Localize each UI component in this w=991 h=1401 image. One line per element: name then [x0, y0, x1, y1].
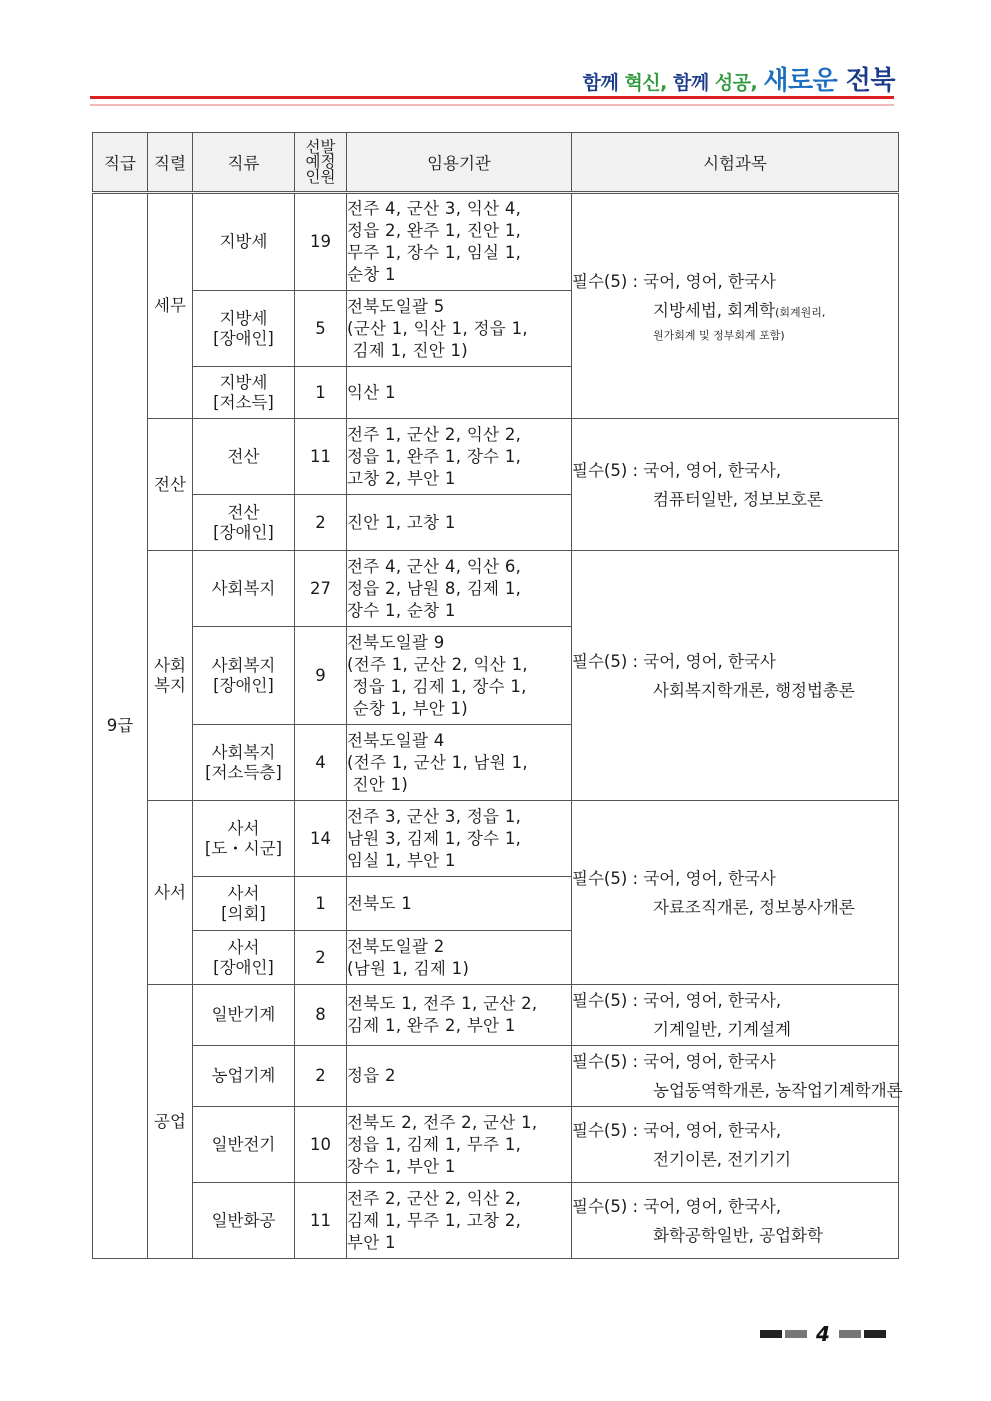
count-cell: 4 — [295, 725, 347, 801]
agency-cell: 전북도일괄 4 (전주 1, 군산 1, 남원 1, 진안 1) — [347, 725, 572, 801]
class-cell: 지방세 [저소득] — [193, 367, 295, 419]
subjects-cell — [572, 801, 899, 985]
subject-line: 필수(5) : 국어, 영어, 한국사 — [572, 272, 776, 291]
count-cell: 2 — [295, 1046, 347, 1107]
agency-cell: 전주 2, 군산 2, 익산 2, 김제 1, 무주 1, 고창 2, 부안 1 — [347, 1183, 572, 1259]
table-header-row — [93, 133, 899, 193]
header-rule-red — [90, 96, 894, 99]
agency-cell: 전북도일괄 2 (남원 1, 김제 1) — [347, 931, 572, 985]
agency-cell: 진안 1, 고창 1 — [347, 495, 572, 551]
subject-line: 기계일반, 기계설계 — [653, 1020, 792, 1039]
class-cell: 농업기계 — [193, 1046, 295, 1107]
class-cell: 지방세 — [193, 193, 295, 291]
subjects-cell — [572, 419, 899, 551]
class-cell: 전산 — [193, 419, 295, 495]
subject-line: 필수(5) : 국어, 영어, 한국사, — [572, 1120, 782, 1140]
header-class: 직류 — [193, 133, 295, 193]
header-series: 직렬 — [148, 133, 193, 193]
slogan-part: 성공, — [714, 72, 764, 94]
agency-cell: 전북도 1 — [347, 877, 572, 931]
table-row — [93, 1183, 899, 1259]
series-cell: 사회 복지 — [148, 551, 193, 801]
count-cell: 1 — [295, 367, 347, 419]
subject-line: 자료조직개론, 정보봉사개론 — [653, 897, 855, 917]
page-number-bars-left — [760, 1330, 807, 1338]
count-cell: 11 — [295, 1183, 347, 1259]
class-cell: 전산 [장애인] — [193, 495, 295, 551]
subject-line: 필수(5) : 국어, 영어, 한국사, — [572, 991, 782, 1010]
agency-cell: 익산 1 — [347, 367, 572, 419]
slogan-part: 함께 — [582, 72, 625, 94]
agency-cell: 전북도 2, 전주 2, 군산 1, 정읍 1, 김제 1, 무주 1, 장수 1, 부안 1 — [347, 1107, 572, 1183]
count-cell: 14 — [295, 801, 347, 877]
agency-cell: 전주 1, 군산 2, 익산 2, 정읍 1, 완주 1, 장수 1, 고창 2, 부안 1 — [347, 419, 572, 495]
agency-cell: 전주 4, 군산 3, 익산 4, 정읍 2, 완주 1, 진안 1, 무주 1, 장수 1, 임실 1, 순창 1 — [347, 193, 572, 291]
series-cell: 세무 — [148, 193, 193, 419]
subjects-cell — [572, 1183, 899, 1259]
count-cell: 27 — [295, 551, 347, 627]
count-cell: 1 — [295, 877, 347, 931]
header-agency: 임용기관 — [347, 133, 572, 193]
table-row — [93, 551, 899, 627]
class-cell: 일반기계 — [193, 985, 295, 1046]
subjects-cell — [572, 551, 899, 801]
agency-cell: 정읍 2 — [347, 1046, 572, 1107]
subject-line: 컴퓨터일반, 정보보호론 — [653, 489, 823, 509]
count-cell: 19 — [295, 193, 347, 291]
slogan-part: 새로운 — [763, 66, 846, 96]
subject-line: 농업동역학개론, 농작업기계학개론 — [653, 1081, 903, 1100]
agency-cell: 전북도일괄 5 (군산 1, 익산 1, 정읍 1, 김제 1, 진안 1) — [347, 291, 572, 367]
table-row — [93, 801, 899, 877]
subjects-cell — [572, 1107, 899, 1183]
class-cell: 사서 [도・시군] — [193, 801, 295, 877]
count-cell: 2 — [295, 495, 347, 551]
page-number — [760, 1322, 886, 1346]
subject-line: 필수(5) : 국어, 영어, 한국사, — [572, 460, 782, 480]
class-cell: 사서 [장애인] — [193, 931, 295, 985]
subject-line: 필수(5) : 국어, 영어, 한국사 — [572, 868, 776, 888]
series-cell: 공업 — [148, 985, 193, 1259]
page-number-text: 4 — [816, 1322, 830, 1346]
agency-cell: 전북도일괄 9 (전주 1, 군산 2, 익산 1, 정읍 1, 김제 1, 장수 1, 순창 1, 부안 1) — [347, 627, 572, 725]
series-cell: 전산 — [148, 419, 193, 551]
header-count: 선발 예정 인원 — [295, 133, 347, 193]
count-cell: 8 — [295, 985, 347, 1046]
subjects-cell — [572, 1046, 903, 1107]
slogan-part: 함께 — [672, 72, 715, 94]
table-row — [93, 1046, 899, 1107]
subject-line: 지방세법, 회계학(회계원리, — [653, 301, 826, 320]
subject-line: 필수(5) : 국어, 영어, 한국사 — [572, 651, 776, 671]
class-cell: 사회복지 [저소득층] — [193, 725, 295, 801]
subject-line: 전기이론, 전기기기 — [653, 1149, 792, 1169]
class-cell: 사회복지 — [193, 551, 295, 627]
subjects-cell — [572, 985, 899, 1046]
recruitment-table — [92, 132, 903, 1259]
count-cell: 11 — [295, 419, 347, 495]
class-cell: 사서 [의회] — [193, 877, 295, 931]
agency-cell: 전주 4, 군산 4, 익산 6, 정읍 2, 남원 8, 김제 1, 장수 1, 순창 1 — [347, 551, 572, 627]
header-subjects: 시험과목 — [572, 133, 899, 193]
page-number-bars-right — [839, 1330, 886, 1338]
subject-line: 필수(5) : 국어, 영어, 한국사, — [572, 1196, 782, 1216]
class-cell: 일반화공 — [193, 1183, 295, 1259]
table-row — [93, 193, 899, 291]
table-row — [93, 419, 899, 495]
subject-line: 필수(5) : 국어, 영어, 한국사 — [572, 1052, 776, 1071]
subject-line: 원가회계 및 정부회계 포함) — [653, 329, 785, 342]
count-cell: 9 — [295, 627, 347, 725]
grade-cell: 9급 — [93, 193, 148, 1259]
class-cell: 일반전기 — [193, 1107, 295, 1183]
class-cell: 지방세 [장애인] — [193, 291, 295, 367]
header-rule-pink — [90, 104, 894, 106]
table-row — [93, 1107, 899, 1183]
series-cell: 사서 — [148, 801, 193, 985]
header-grade: 직급 — [93, 133, 148, 193]
count-cell: 10 — [295, 1107, 347, 1183]
agency-cell: 전북도 1, 전주 1, 군산 2, 김제 1, 완주 2, 부안 1 — [347, 985, 572, 1046]
class-cell: 사회복지 [장애인] — [193, 627, 295, 725]
subjects-cell — [572, 193, 899, 419]
table-row — [93, 985, 899, 1046]
agency-cell: 전주 3, 군산 3, 정읍 1, 남원 3, 김제 1, 장수 1, 임실 1, 부안 1 — [347, 801, 572, 877]
slogan-part: 혁신, — [624, 72, 673, 94]
subject-line: 화학공학일반, 공업화학 — [653, 1225, 823, 1245]
slogan-part: 전북 — [845, 66, 895, 96]
subject-line: 사회복지학개론, 행정법총론 — [653, 680, 855, 700]
count-cell: 2 — [295, 931, 347, 985]
header-slogan — [583, 60, 895, 97]
count-cell: 5 — [295, 291, 347, 367]
